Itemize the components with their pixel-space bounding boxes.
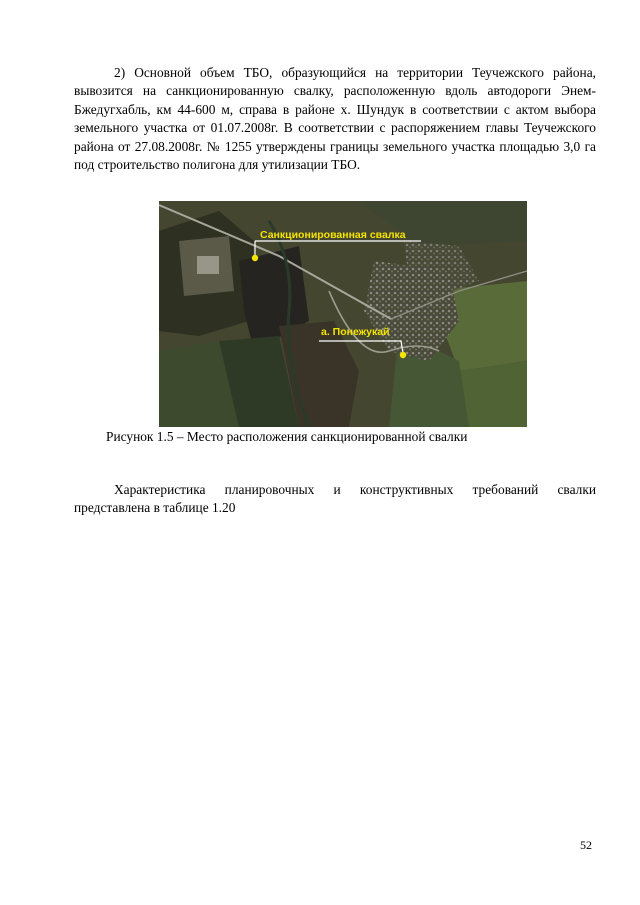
paragraph-table-reference: Характеристика планировочных и конструктивных требований свалки представлена в таблице 1.20: [74, 482, 596, 516]
figure-caption: Рисунок 1.5 – Место расположения санкционированной свалки: [106, 429, 468, 444]
village-label: а. Понежукай: [321, 326, 390, 338]
satellite-map: [159, 201, 527, 427]
landfill-label: Санкционированная свалка: [260, 229, 406, 241]
page-number: 52: [580, 838, 592, 852]
paragraph-landfill-description: 2) Основной объем ТБО, образующийся на территории Теучежского района, вывозится на санкционированную свалку, расположенную вдоль автодороги Энем-Бжедугхабль, км 44-600 м, справа в районе х. Шундук в соответствии с актом выбора земельного участка от 01.07.2008г. В соответствии с распоряжением главы Теучежского района от 27.08.2008г. № 1255 утверждены границы земельного участка площадью 3,0 га под строительство полигона для утилизации ТБО.: [74, 65, 596, 173]
landfill-marker: [252, 255, 258, 261]
village-marker: [400, 352, 406, 358]
satellite-map-figure: [159, 201, 527, 427]
